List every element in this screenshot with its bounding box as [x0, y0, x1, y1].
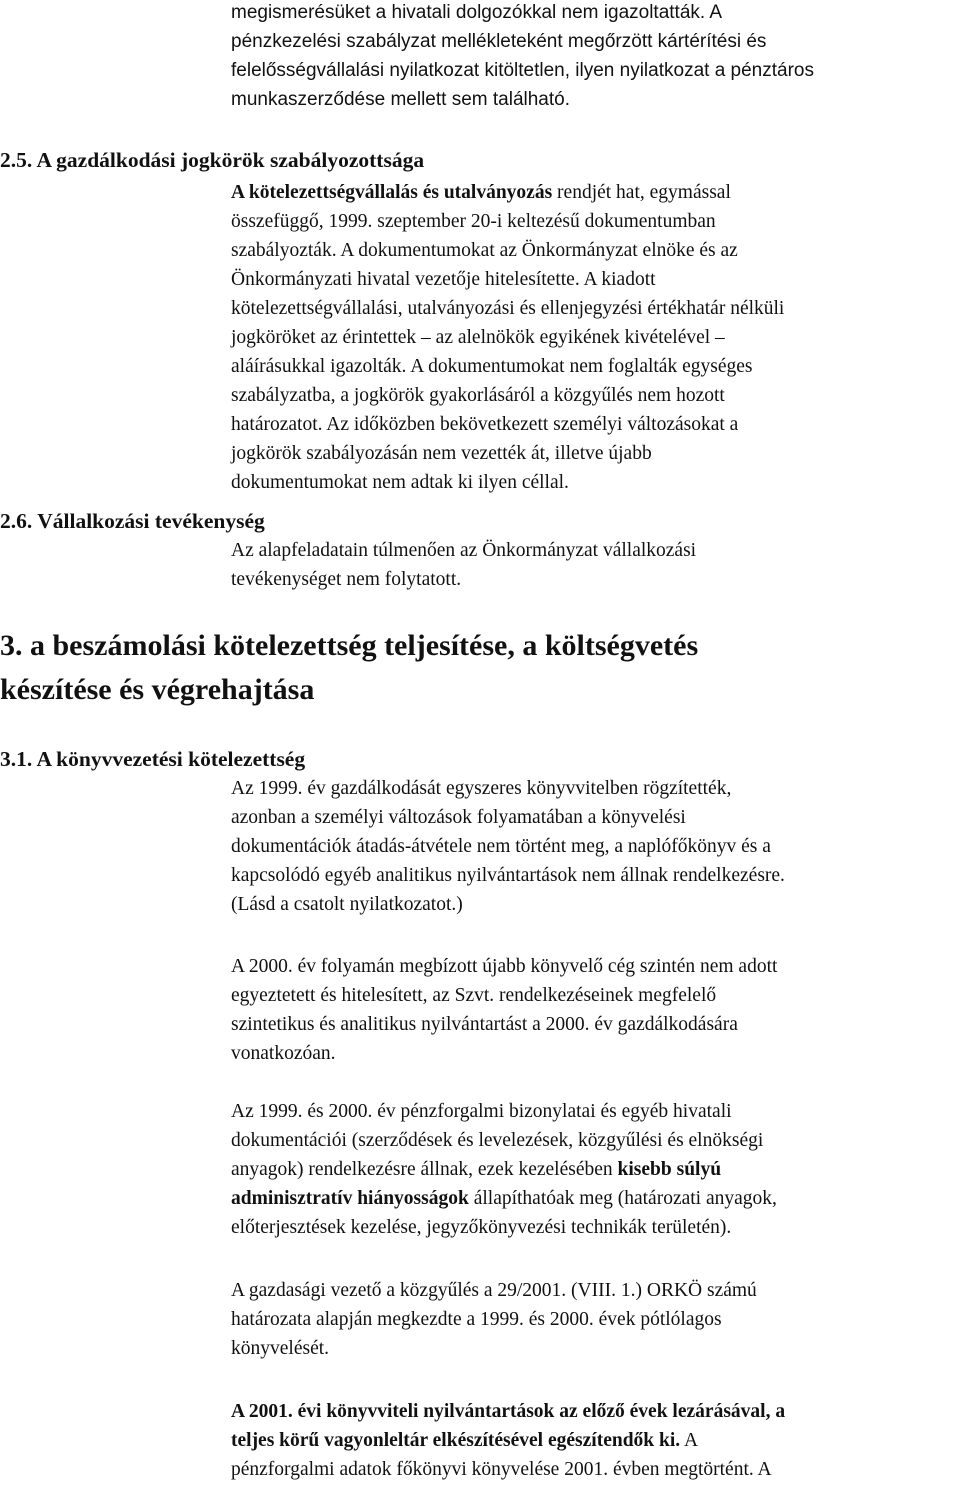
text-line: kötelezettségvállalási, utalványozási és ellenjegyzési értékhatár nélküli — [231, 298, 785, 319]
bold-text: teljes körű vagyonleltár elkészítésével egészítendők ki. — [231, 1430, 681, 1451]
text-line: (Lásd a csatolt nyilatkozatot.) — [231, 894, 463, 915]
text-line: Önkormányzati hivatal vezetője hitelesítette. A kiadott — [231, 269, 656, 290]
text-line: A gazdasági vezető a közgyűlés a 29/2001. (VIII. 1.) ORKÖ számú — [231, 1280, 757, 1301]
text-line: Az 1999. év gazdálkodását egyszeres könyvvitelben rögzítették, — [231, 778, 732, 799]
text-line — [231, 1426, 785, 1455]
text-line — [231, 1184, 777, 1213]
section-3-1-paragraph-1 — [231, 774, 785, 919]
section-3-1-paragraph-5 — [231, 1397, 785, 1484]
section-2-5-paragraph — [231, 178, 960, 497]
text-line: pénzkezelési szabályzat mellékleteként megőrzött kártérítési és — [231, 31, 767, 52]
section-3-1-paragraph-3 — [231, 1097, 777, 1242]
top-paragraph — [231, 0, 814, 114]
text-line — [231, 1155, 777, 1184]
section-3-1-paragraph-2 — [231, 952, 777, 1068]
chapter-heading-3-line1: 3. a beszámolási kötelezettség teljesítése, a költségvetés — [0, 629, 699, 662]
text-line: vonatkozóan. — [231, 1043, 336, 1064]
text-line: határozata alapján megkezdte a 1999. és 2000. évek pótlólagos — [231, 1309, 722, 1330]
chapter-heading-3-line2: készítése és végrehajtása — [0, 673, 315, 706]
text-line: összefüggő, 1999. szeptember 20-i keltezésű dokumentumban — [231, 211, 716, 232]
text-line: A 2000. év folyamán megbízott újabb könyvelő cég szintén nem adott — [231, 956, 778, 977]
bold-text: kisebb súlyú — [617, 1159, 722, 1180]
section-3-1-paragraph-4 — [231, 1276, 757, 1363]
text-line: megismerésüket a hivatali dolgozókkal nem igazoltatták. A — [231, 2, 723, 23]
section-heading-2-5: 2.5. A gazdálkodási jogkörök szabályozottsága — [0, 148, 425, 172]
text-line: dokumentációk átadás-átvétele nem történt meg, a naplófőkönyv és a — [231, 836, 771, 857]
section-heading-2-6: 2.6. Vállalkozási tevékenység — [0, 509, 265, 533]
text-line: kapcsolódó egyéb analitikus nyilvántartások nem állnak rendelkezésre. — [231, 865, 785, 886]
text-line: könyvelését. — [231, 1338, 330, 1359]
text-line: pénzforgalmi adatok főkönyvi könyvelése 2001. évben megtörtént. A — [231, 1459, 772, 1480]
section-heading-3-1: 3.1. A könyvvezetési kötelezettség — [0, 747, 306, 771]
text-line: szabályzatba, a jogkörök gyakorlásáról a közgyűlés nem hozott — [231, 385, 725, 406]
text-line: szintetikus és analitikus nyilvántartást a 2000. év gazdálkodására — [231, 1014, 738, 1035]
text-line: Az alapfeladatain túlmenően az Önkormányzat vállalkozási — [231, 540, 697, 561]
text-line — [231, 178, 960, 207]
text-span: anyagok) rendelkezésre állnak, ezek kezelésében — [231, 1159, 618, 1180]
text-span: rendjét hat, egymással — [552, 182, 731, 203]
text-line: határozatot. Az időközben bekövetkezett személyi változásokat a — [231, 414, 739, 435]
text-line: aláírásukkal igazolták. A dokumentumokat nem foglalták egységes — [231, 356, 753, 377]
bold-text: adminisztratív hiányosságok — [231, 1188, 469, 1209]
text-line: jogköröket az érintettek – az alelnökök egyikének kivételével – — [231, 327, 725, 348]
text-line: szabályozták. A dokumentumokat az Önkormányzat elnöke és az — [231, 240, 738, 261]
text-line: jogkörök szabályozásán nem vezették át, illetve újabb — [231, 443, 652, 464]
bold-text: A kötelezettségvállalás és utalványozás — [231, 182, 553, 203]
text-line: tevékenységet nem folytatott. — [231, 569, 462, 590]
bold-text: A 2001. évi könyvviteli nyilvántartások az előző évek lezárásával, a — [231, 1401, 786, 1422]
text-line: dokumentációi (szerződések és levelezések, közgyűlési és elnökségi — [231, 1130, 764, 1151]
text-line: Az 1999. és 2000. év pénzforgalmi bizonylatai és egyéb hivatali — [231, 1101, 732, 1122]
text-line: munkaszerződése mellett sem található. — [231, 89, 570, 110]
text-line — [231, 1397, 785, 1426]
text-line: előterjesztések kezelése, jegyzőkönyvezési technikák területén). — [231, 1217, 732, 1238]
text-span: A — [680, 1430, 699, 1451]
text-line: dokumentumokat nem adtak ki ilyen céllal. — [231, 472, 569, 493]
text-line: egyeztetett és hitelesített, az Szvt. rendelkezéseinek megfelelő — [231, 985, 717, 1006]
text-line: felelősségvállalási nyilatkozat kitöltetlen, ilyen nyilatkozat a pénztáros — [231, 60, 814, 81]
text-line: azonban a személyi változások folyamatában a könyvelési — [231, 807, 686, 828]
section-2-6-paragraph — [231, 536, 696, 594]
text-span: állapíthatóak meg (határozati anyagok, — [468, 1188, 777, 1209]
